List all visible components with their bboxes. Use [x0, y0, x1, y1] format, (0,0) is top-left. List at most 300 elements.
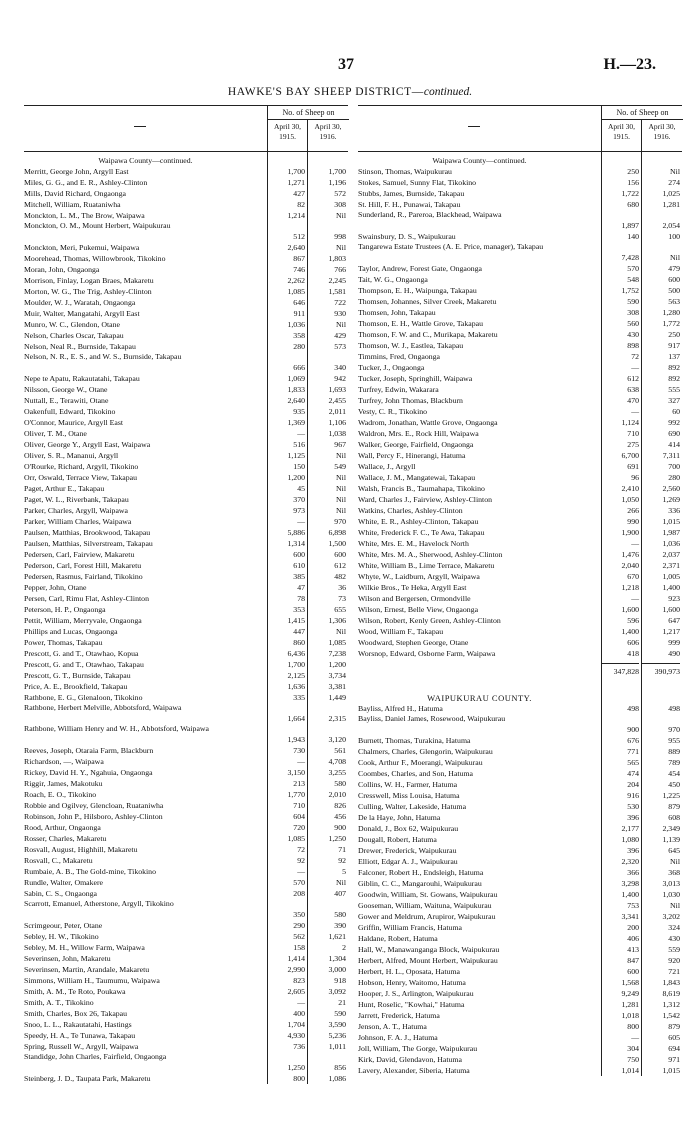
sheep-1916: 414: [668, 440, 680, 449]
sheep-1915: 1,476: [621, 550, 639, 559]
sheep-1915: 3,341: [621, 912, 639, 921]
owner-name: Smith, A. M., Te Roto, Poukawa: [24, 987, 126, 996]
owner-name: Severinsen, Martin, Arandale, Makaretu: [24, 965, 150, 974]
owner-name: Sebley, H. W., Tikokino: [24, 932, 99, 941]
table-row: [24, 986, 348, 997]
sheep-1916: 694: [668, 1044, 680, 1053]
table-row: [24, 833, 348, 844]
sheep-1915: 676: [627, 736, 639, 745]
owner-name: Johnson, F. A. J., Hatuma: [358, 1033, 438, 1042]
sheep-1916: 498: [668, 704, 680, 713]
sheep-1916: 930: [334, 309, 346, 318]
owner-name: Paget, W. L., Riverbank, Takapau: [24, 495, 129, 504]
sheep-1915: 746: [293, 265, 305, 274]
owner-name: Power, Thomas, Takapau: [24, 638, 103, 647]
sheep-1916: 482: [334, 572, 346, 581]
sheep-1915: 911: [293, 309, 305, 318]
sheep-1915: 2,990: [287, 965, 305, 974]
sheep-1916: 1,700: [328, 167, 346, 176]
sheep-1915: —: [297, 998, 305, 1007]
sheep-1916: 1,987: [662, 528, 680, 537]
sheep-1915: 72: [297, 845, 305, 854]
owner-name: White, Mrs. M. A., Sherwood, Ashley-Clinton: [358, 550, 503, 559]
sheep-1916: Nil: [336, 320, 346, 329]
owner-name: Paulsen, Matthias, Silverstream, Takapau: [24, 539, 153, 548]
sheep-count-header: [601, 106, 683, 151]
owner-name: Moran, John, Ongaonga: [24, 265, 100, 274]
table-row: [24, 975, 348, 986]
owner-name: Oakenfull, Edward, Tikokino: [24, 407, 116, 416]
sheep-1915: 4,930: [287, 1031, 305, 1040]
table-row: [358, 834, 682, 845]
owner-name: Walker, George, Fairfield, Ongaonga: [358, 440, 474, 449]
table-row: [358, 1010, 682, 1021]
owner-name: Collins, W. H., Farmer, Hatuma: [358, 780, 458, 789]
sheep-1916: 92: [338, 856, 346, 865]
owner-name: Steinberg, J. D., Taupata Park, Makaretu: [24, 1074, 151, 1083]
sheep-1915: 358: [293, 331, 305, 340]
sheep-1916: 1,281: [662, 200, 680, 209]
sheep-1916: 308: [334, 200, 346, 209]
owner-name: Cresswell, Miss Louisa, Hatuma: [358, 791, 460, 800]
sheep-1916: 137: [668, 352, 680, 361]
owner-name: Reeves, Joseph, Otaraia Farm, Blackburn: [24, 746, 154, 755]
owner-name: Oliver, S. R., Mananui, Argyll: [24, 451, 119, 460]
sheep-1916: 1,015: [662, 1066, 680, 1075]
sheep-1915: 1,770: [287, 790, 305, 799]
table-row: [358, 977, 682, 988]
sheep-1915: 1,314: [287, 539, 305, 548]
owner-name: Hooper, J. S., Arlington, Waipukurau: [358, 989, 474, 998]
owner-name: Turfrey, Edwin, Wakarara: [358, 385, 439, 394]
sheep-1915: 606: [627, 638, 639, 647]
sheep-1916: 3,120: [328, 735, 346, 744]
sheep-1916: 955: [668, 736, 680, 745]
owner-name: Bayliss, Alfred H., Hatuma: [358, 704, 443, 713]
sheep-1915: 1,018: [621, 1011, 639, 1020]
total-1915: 347,828: [601, 663, 639, 680]
owner-name: Rickey, David H. Y., Ngahuia, Ongaonga: [24, 768, 153, 777]
owner-name: Wallace, J. M., Mangatewai, Takapau: [358, 473, 476, 482]
table-row: [358, 812, 682, 823]
sheep-1916: 1,304: [328, 954, 346, 963]
owner-name: Wilson, Robert, Kenly Green, Ashley-Clinton: [358, 616, 501, 625]
page-header: [0, 56, 700, 76]
sheep-1915: 5,886: [287, 528, 305, 537]
table-row: [358, 933, 682, 944]
sheep-1915: 1,200: [287, 473, 305, 482]
sheep-1915: —: [631, 1033, 639, 1042]
owner-name: Nelson, N. R., E. S., and W. S., Burnside, Takapau: [24, 352, 182, 361]
owner-name: Pepper, John, Otane: [24, 583, 87, 592]
owner-name: Monckton, O. M., Mount Herbert, Waipukurau: [24, 221, 171, 230]
sheep-1915: 560: [627, 319, 639, 328]
sheep-1915: 1,085: [287, 834, 305, 843]
table-row: [24, 505, 348, 516]
table-row: [358, 1065, 682, 1076]
sheep-1915: 670: [627, 572, 639, 581]
table-row: [358, 889, 682, 900]
sheep-1915: 308: [627, 308, 639, 317]
table-row: [24, 450, 348, 461]
right-table-body: [358, 152, 682, 1076]
table-row: [358, 329, 682, 340]
owner-name: O'Connor, Maurice, Argyll East: [24, 418, 124, 427]
owner-name: Whyte, W., Laidburn, Argyll, Waipawa: [358, 572, 480, 581]
sheep-1916: Nil: [336, 495, 346, 504]
table-row: [24, 1073, 348, 1084]
table-row: [358, 955, 682, 966]
sheep-1916: 555: [668, 385, 680, 394]
sheep-1916: 879: [668, 1022, 680, 1031]
owner-name: Snoo, L. L., Rakautatahi, Hastings: [24, 1020, 132, 1029]
table-row: [24, 593, 348, 604]
table-header: [358, 105, 682, 152]
table-row: [358, 296, 682, 307]
sheep-1915: 7,428: [621, 253, 639, 262]
sheep-1916: 1,772: [662, 319, 680, 328]
owner-name: Paulsen, Matthias, Brookwood, Takapau: [24, 528, 151, 537]
owner-name: Paget, Arthur E., Takapau: [24, 484, 105, 493]
owner-name: Rundle, Walter, Omakere: [24, 878, 104, 887]
sheep-1916: 2,349: [662, 824, 680, 833]
sheep-1916: 368: [668, 868, 680, 877]
sheep-1915: 396: [627, 846, 639, 855]
sheep-1916: 690: [668, 429, 680, 438]
sheep-1916: 5,236: [328, 1031, 346, 1040]
sheep-1915: —: [297, 757, 305, 766]
sheep-1916: 1,086: [328, 1074, 346, 1083]
sheep-1915: 638: [627, 385, 639, 394]
sheep-1915: 140: [627, 232, 639, 241]
sheep-1915: 736: [293, 1042, 305, 1051]
table-row: [24, 384, 348, 395]
table-row: [24, 1052, 348, 1073]
table-row: [24, 942, 348, 953]
sheep-1915: 570: [627, 264, 639, 273]
owner-name: White, E. R., Ashley-Clinton, Takapau: [358, 517, 479, 526]
sheep-1915: 92: [297, 856, 305, 865]
sheep-1916: 879: [668, 802, 680, 811]
sheep-1915: 304: [627, 1044, 639, 1053]
sheep-1916: 608: [668, 813, 680, 822]
owner-name: Tait, W. G., Ongaonga: [358, 275, 428, 284]
sheep-1915: 353: [293, 605, 305, 614]
table-row: [24, 395, 348, 406]
table-row: [358, 373, 682, 384]
owner-name: Monckton, Meri, Pukemui, Waipawa: [24, 243, 140, 252]
table-row: [24, 877, 348, 888]
table-row: [358, 560, 682, 571]
owner-name: Oliver, T. M., Otane: [24, 429, 87, 438]
owner-name: Price, A. E., Brookfield, Takapau: [24, 682, 128, 691]
owner-name: Persen, Carl, Rimu Flat, Ashley-Clinton: [24, 594, 149, 603]
sheep-1916: 2,010: [328, 790, 346, 799]
sheep-1916: Nil: [670, 901, 680, 910]
sheep-1916: Nil: [670, 857, 680, 866]
sheep-1916: Nil: [336, 243, 346, 252]
sheep-1916: 6,898: [328, 528, 346, 537]
table-row: [24, 406, 348, 417]
sheep-1916: 967: [334, 440, 346, 449]
sheep-1916: 789: [668, 758, 680, 767]
owner-name: Taylor, Andrew, Forest Gate, Ongaonga: [358, 264, 483, 273]
table-row: [24, 428, 348, 439]
owner-name: Moulder, W. J., Waratah, Ongaonga: [24, 298, 136, 307]
sheep-1916: 563: [668, 297, 680, 306]
sheep-1916: 1,280: [662, 308, 680, 317]
owner-name: Smith, A. T., Tikokino: [24, 998, 94, 1007]
sheep-1915: —: [297, 517, 305, 526]
owner-name: Wood, William F., Takapau: [358, 627, 444, 636]
table-row: [358, 999, 682, 1010]
sheep-1916: 721: [668, 967, 680, 976]
sheep-1916: 1,449: [328, 693, 346, 702]
owner-name: Pedersen, Rasmus, Fairland, Tikokino: [24, 572, 143, 581]
owner-name: Miles, G. G., and E. R., Ashley-Clinton: [24, 178, 148, 187]
sheep-1916: 971: [668, 1055, 680, 1064]
sheep-1915: 1,704: [287, 1020, 305, 1029]
sheep-1915: 82: [297, 200, 305, 209]
left-table-body: [24, 152, 348, 1084]
sheep-1915: 6,700: [621, 451, 639, 460]
sheep-count-header: [267, 106, 349, 151]
sheep-1916: 1,400: [662, 583, 680, 592]
sheep-1915: 96: [631, 473, 639, 482]
owner-name: Chalmers, Charles, Glengorin, Waipukurau: [358, 747, 493, 756]
sheep-1916: 970: [334, 517, 346, 526]
owner-name: Woodward, Stephen George, Otane: [358, 638, 469, 647]
owner-name: Thomsen, Johannes, Silver Creek, Makaretu: [358, 297, 497, 306]
sheep-1916: 2,037: [662, 550, 680, 559]
sheep-1915: 1,069: [287, 374, 305, 383]
sheep-1915: 474: [627, 769, 639, 778]
title-continued: continued.: [423, 86, 473, 98]
sheep-1915: 680: [627, 200, 639, 209]
owner-name: Roach, E. O., Tikokino: [24, 790, 97, 799]
table-row: [358, 714, 682, 735]
table-row: [24, 242, 348, 253]
table-row: [24, 264, 348, 275]
table-row: [358, 472, 682, 483]
owner-name: Prescott, G. T., Burnside, Takapau: [24, 671, 131, 680]
sheep-1916: 1,015: [662, 517, 680, 526]
owner-name: Prescott, G. and T., Otawhao, Kopua: [24, 649, 139, 658]
sheep-1915: 3,150: [287, 768, 305, 777]
table-row: [358, 307, 682, 318]
table-row: [358, 735, 682, 746]
sheep-1916: 918: [334, 976, 346, 985]
sheep-1916: 605: [668, 1033, 680, 1042]
sheep-1915: 1,050: [621, 495, 639, 504]
sheep-1916: 1,312: [662, 1000, 680, 1009]
sheep-1916: 1,038: [328, 429, 346, 438]
table-row: [24, 899, 348, 920]
sheep-1916: 1,036: [662, 539, 680, 548]
sheep-1916: 998: [334, 232, 346, 241]
sheep-1915: 275: [627, 440, 639, 449]
table-row: [24, 308, 348, 319]
table-row: [24, 866, 348, 877]
table-row: [358, 779, 682, 790]
sheep-1916: 407: [334, 889, 346, 898]
table-row: [358, 911, 682, 922]
owner-name: Nuttall, E., Terawiti, Otane: [24, 396, 109, 405]
owner-name: Hobson, Henry, Waitomo, Hatuma: [358, 978, 466, 987]
owner-name: Muir, Walter, Mangatahi, Argyll East: [24, 309, 140, 318]
name-column-header: [358, 106, 601, 151]
sheep-1916: 2: [342, 943, 346, 952]
table-row: [358, 823, 682, 834]
owner-name: Griffin, William Francis, Hatuma: [358, 923, 462, 932]
sheep-1916: 3,092: [328, 987, 346, 996]
sheep-1915: 753: [627, 901, 639, 910]
owner-name: Robbie and Ogilvey, Glencloan, Ruataniwha: [24, 801, 164, 810]
owner-name: Prescott, G. and T., Otawhao, Takapau: [24, 660, 144, 669]
sheep-1915: 1,414: [287, 954, 305, 963]
sheep-1916: 2,011: [328, 407, 346, 416]
year-1915-header: April 30, 1915.: [602, 119, 642, 151]
owner-name: Ward, Charles J., Fairview, Ashley-Clinton: [358, 495, 492, 504]
sheep-1915: 290: [293, 921, 305, 930]
total-1916: 390,973: [642, 663, 680, 680]
sheep-1916: 1,139: [662, 835, 680, 844]
sheep-1915: 400: [293, 1009, 305, 1018]
sheep-1916: 1,500: [328, 539, 346, 548]
owner-name: Haldane, Robert, Hatuma: [358, 934, 438, 943]
sheep-1915: 200: [627, 923, 639, 932]
table-row: [358, 571, 682, 582]
sheep-1915: 1,271: [287, 178, 305, 187]
sheep-1916: 970: [668, 725, 680, 734]
sheep-1916: 1,250: [328, 834, 346, 843]
owner-name: Donald, J., Box 62, Waipukurau: [358, 824, 459, 833]
sheep-1916: Nil: [336, 211, 346, 220]
table-row: [24, 822, 348, 833]
sheep-1916: 655: [334, 605, 346, 614]
sheep-1916: 1,621: [328, 932, 346, 941]
sheep-1916: 5: [342, 867, 346, 876]
owner-name: Morrison, Finlay, Logan Braes, Makaretu: [24, 276, 154, 285]
sheep-1915: 3,298: [621, 879, 639, 888]
sheep-1915: 900: [627, 725, 639, 734]
owner-name: Simmons, William H., Taumumu, Waipawa: [24, 976, 160, 985]
table-row: [358, 166, 682, 177]
owner-name: Rathbone, E. G., Glenaloon, Tikokino: [24, 693, 143, 702]
sheep-1915: 427: [293, 189, 305, 198]
year-1915-header: April 30, 1915.: [268, 119, 308, 151]
table-row: [358, 362, 682, 373]
sheep-1916: 340: [334, 363, 346, 372]
table-row: [24, 1019, 348, 1030]
owner-name: Falconer, Robert H., Endsleigh, Hatuma: [358, 868, 484, 877]
sheep-1915: 1,014: [621, 1066, 639, 1075]
sheep-1915: 600: [293, 550, 305, 559]
sheep-1915: 1,400: [621, 627, 639, 636]
sheep-1916: 3,734: [328, 671, 346, 680]
owner-name: Tangarewa Estate Trustees (A. E. Price, manager), Takapau: [358, 242, 544, 251]
owner-name: Severinsen, John, Makaretu: [24, 954, 111, 963]
sheep-1915: 2,410: [621, 484, 639, 493]
sheep-1915: 1,943: [287, 735, 305, 744]
table-row: [358, 648, 682, 659]
owner-name: Parker, William Charles, Waipawa: [24, 517, 132, 526]
sheep-1915: 516: [293, 440, 305, 449]
sheep-1915: 1,281: [621, 1000, 639, 1009]
table-row: [358, 988, 682, 999]
sheep-1916: 1,542: [662, 1011, 680, 1020]
table-row: [358, 1054, 682, 1065]
table-row: [24, 756, 348, 767]
table-row: [24, 253, 348, 264]
table-row: [24, 221, 348, 242]
table-row: [24, 997, 348, 1008]
sheep-1916: 917: [668, 341, 680, 350]
owner-name: Jarrett, Frederick, Hatuma: [358, 1011, 440, 1020]
owner-name: St. Hill, F. H., Punawai, Takapau: [358, 200, 461, 209]
sheep-1915: 860: [293, 638, 305, 647]
table-row: [24, 1008, 348, 1019]
table-row: [24, 648, 348, 659]
table-row: [24, 210, 348, 221]
owner-name: Scrimgeour, Peter, Otane: [24, 921, 103, 930]
table-row: [358, 439, 682, 450]
owner-name: Watkins, Charles, Ashley-Clinton: [358, 506, 463, 515]
sheep-1915: 385: [293, 572, 305, 581]
table-row: [358, 878, 682, 889]
owner-name: Spring, Russell W., Argyll, Waipawa: [24, 1042, 139, 1051]
sheep-1915: 204: [627, 780, 639, 789]
table-row: [358, 944, 682, 955]
table-row: [24, 582, 348, 593]
table-row: [24, 745, 348, 756]
sheep-1915: 1,664: [287, 714, 305, 723]
page-title: [0, 86, 700, 98]
table-row: [24, 953, 348, 964]
sheep-1916: 1,106: [328, 418, 346, 427]
table-row: [24, 286, 348, 297]
sheep-1915: 1,085: [287, 287, 305, 296]
sheep-1916: 8,619: [662, 989, 680, 998]
owner-name: Giblin, C. C., Mangarouhi, Waipukurau: [358, 879, 482, 888]
table-row: [358, 757, 682, 768]
owner-name: Wilson, Ernest, Belle View, Ongaonga: [358, 605, 479, 614]
table-row: [24, 1041, 348, 1052]
sheep-1915: 335: [293, 693, 305, 702]
sheep-1915: 6,436: [287, 649, 305, 658]
sheep-1916: 992: [668, 418, 680, 427]
sheep-1916: 766: [334, 265, 346, 274]
table-row: [358, 210, 682, 231]
table-row: [358, 417, 682, 428]
sheep-1916: 60: [672, 407, 680, 416]
table-row: [358, 274, 682, 285]
sheep-1915: 710: [627, 429, 639, 438]
sheep-1915: 2,640: [287, 243, 305, 252]
sheep-1916: 889: [668, 747, 680, 756]
sheep-1915: 800: [293, 1074, 305, 1083]
sheep-1916: 36: [338, 583, 346, 592]
owner-name: Coombes, Charles, and Son, Hatuma: [358, 769, 473, 778]
owner-name: Gooseman, William, Waituna, Waipukurau: [358, 901, 492, 910]
title-main: HAWKE'S BAY SHEEP DISTRICT—: [227, 86, 424, 98]
sheep-1916: Nil: [336, 506, 346, 515]
owner-name: Tucker, J., Ongaonga: [358, 363, 425, 372]
owner-name: De la Haye, John, Hatuma: [358, 813, 441, 822]
sheep-1916: 892: [668, 363, 680, 372]
owner-name: Nepe te Apatu, Rakautatahi, Takapau: [24, 374, 140, 383]
sheep-1915: 916: [627, 791, 639, 800]
